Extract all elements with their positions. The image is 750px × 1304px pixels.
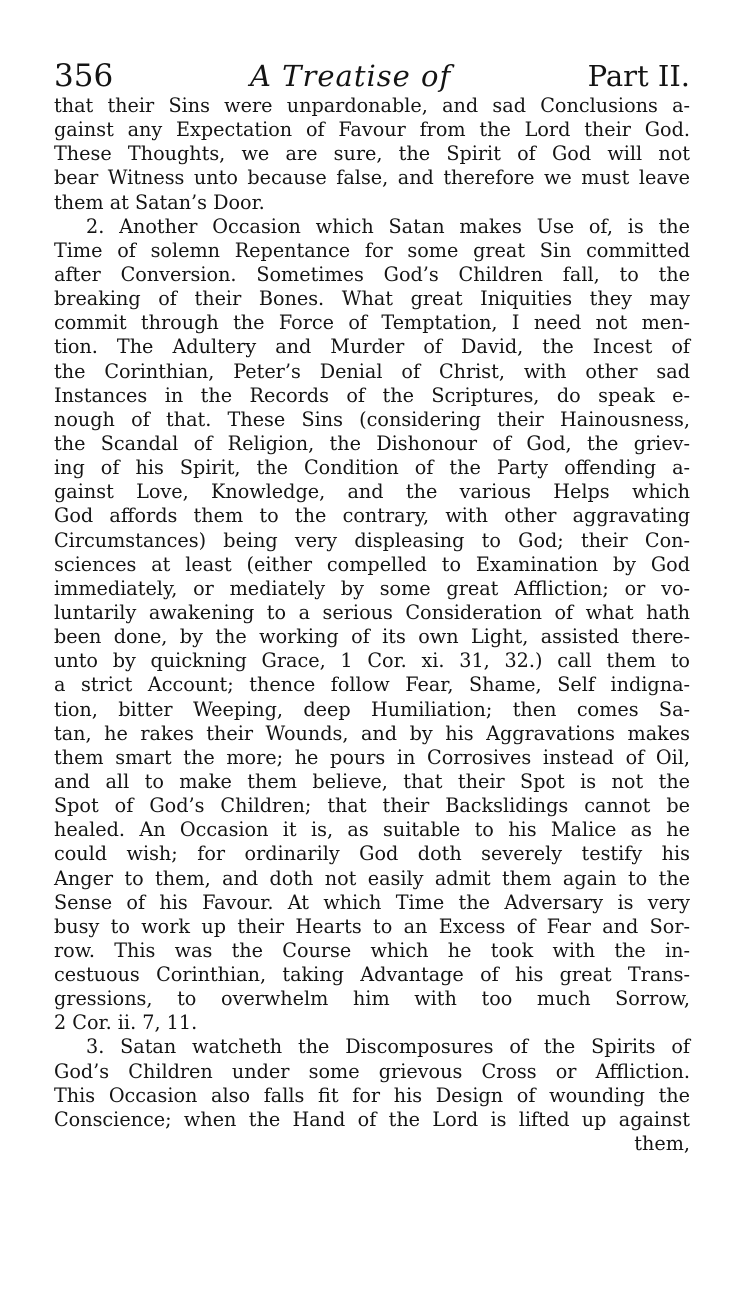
text-line: Instances in the Records of the Scriptures, do speak e- <box>54 383 690 407</box>
text-line: 3. Satan watcheth the Discomposures of the Spirits of <box>86 1035 690 1059</box>
running-title: A Treatise of <box>250 59 452 93</box>
text-line: the Scandal of Religion, the Dishonour of God, the griev- <box>54 431 690 455</box>
text-line: commit through the Force of Temptation, I need not men- <box>54 311 690 335</box>
text-line: row. This was the Course which he took with the in- <box>54 938 690 962</box>
text-line: God’s Children under some grievous Cross or Affliction. <box>54 1059 690 1083</box>
text-line: cestuous Corinthian, taking Advantage of his great Trans- <box>54 963 690 987</box>
page-number: 356 <box>54 58 114 94</box>
text-line: them at Satan’s Door. <box>54 190 265 214</box>
text-line: 2. Another Occasion which Satan makes Use of, is the <box>86 214 690 238</box>
text-line: unto by quickning Grace, 1 Cor. xi. 31, 32.) call them to <box>54 649 690 673</box>
text-line: ing of his Spirit, the Condition of the Party offending a- <box>54 456 690 480</box>
text-line: that their Sins were unpardonable, and sad Conclusions a- <box>54 94 690 117</box>
text-line: sciences at least (either compelled to Examination by God <box>54 552 690 576</box>
text-line: could wish; for ordinarily God doth severely testify his <box>54 842 690 866</box>
text-line: luntarily awakening to a serious Consideration of what hath <box>54 600 690 624</box>
text-line: gressions, to overwhelm him with too much Sorrow, <box>54 987 690 1011</box>
text-line: These Thoughts, we are sure, the Spirit of God will not <box>54 142 690 166</box>
text-line: a strict Account; thence follow Fear, Shame, Self indigna- <box>54 673 690 697</box>
text-line: This Occasion also falls fit for his Design of wounding the <box>54 1083 690 1107</box>
text-line: God affords them to the contrary, with other aggravating <box>54 504 690 528</box>
running-header <box>54 56 690 96</box>
body-text <box>54 94 690 1156</box>
text-line: busy to work up their Hearts to an Excess of Fear and Sor- <box>54 914 690 938</box>
text-line: gainst any Expectation of Favour from the Lord their God. <box>54 118 690 142</box>
text-line: tan, he rakes their Wounds, and by his Aggravations makes <box>54 721 690 745</box>
text-line: gainst Love, Knowledge, and the various Helps which <box>54 480 690 504</box>
text-line: nough of that. These Sins (considering their Hainousness, <box>54 407 690 431</box>
text-line: the Corinthian, Peter’s Denial of Christ, with other sad <box>54 359 690 383</box>
text-line: 2 Cor. ii. 7, 11. <box>54 1011 198 1035</box>
text-line: Conscience; when the Hand of the Lord is lifted up against <box>54 1107 690 1131</box>
text-line: them smart the more; he pours in Corrosives instead of Oil, <box>54 745 690 769</box>
text-line: Sense of his Favour. At which Time the Adversary is very <box>54 890 690 914</box>
text-line: Circumstances) being very displeasing to God; their Con- <box>54 528 690 552</box>
text-line: tion, bitter Weeping, deep Humiliation; then comes Sa- <box>54 697 690 721</box>
text-line: them, <box>634 1132 690 1156</box>
text-line: tion. The Adultery and Murder of David, the Incest of <box>54 335 690 359</box>
text-line: Time of solemn Repentance for some great Sin committed <box>54 238 690 262</box>
part-label: Part II. <box>587 59 690 93</box>
text-line: breaking of their Bones. What great Iniquities they may <box>54 287 690 311</box>
text-line: Anger to them, and doth not easily admit them again to the <box>54 866 690 890</box>
text-line: immediately, or mediately by some great Affliction; or vo- <box>54 576 690 600</box>
text-line: bear Witness unto because false, and therefore we must leave <box>54 166 690 190</box>
text-line: and all to make them believe, that their Spot is not the <box>54 769 690 793</box>
text-line: healed. An Occasion it is, as suitable to his Malice as he <box>54 818 690 842</box>
text-line: Spot of God’s Children; that their Backslidings cannot be <box>54 794 690 818</box>
text-line: been done, by the working of its own Light, assisted there- <box>54 625 690 649</box>
text-line: after Conversion. Sometimes God’s Children fall, to the <box>54 262 690 286</box>
